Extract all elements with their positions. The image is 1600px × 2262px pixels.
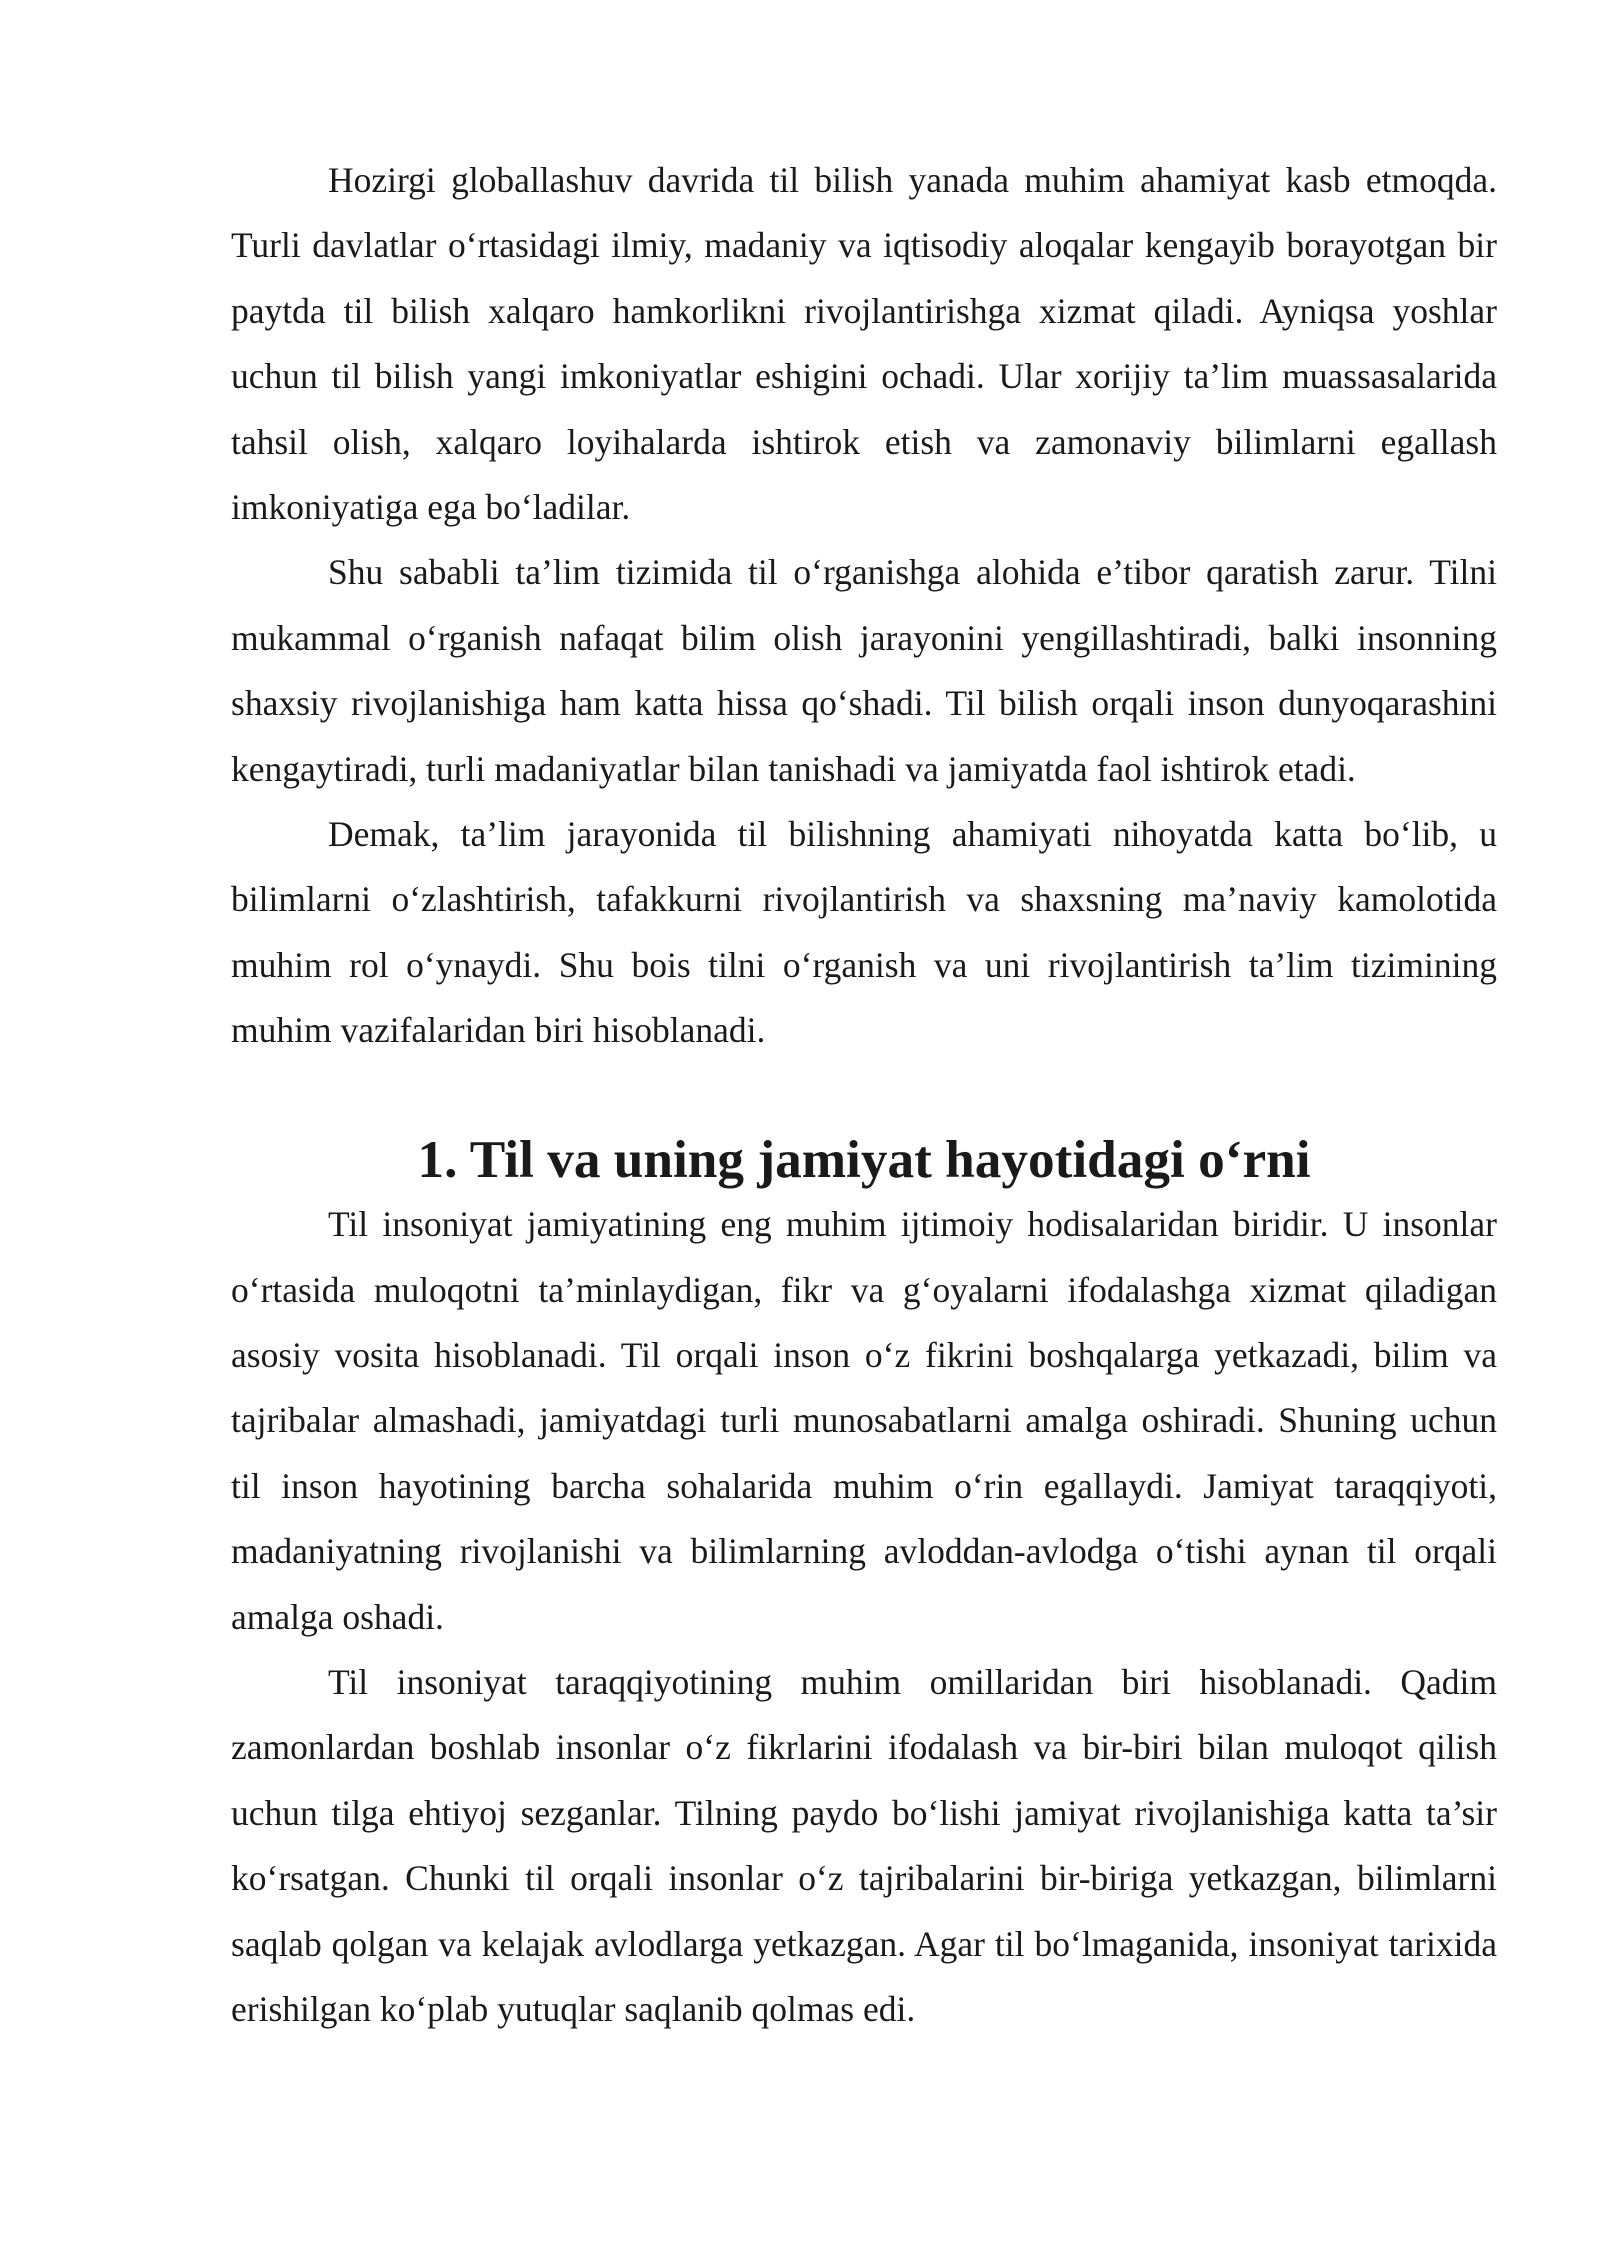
- section-paragraph-2: Til insoniyat taraqqiyotining muhim omillaridan biri hisoblanadi. Qadim zamonlardan boshlab insonlar o‘z fikrlarini ifodalash va bir-biri bilan muloqot qilish uchun tilga ehtiyoj sezganlar. Tilning paydo bo‘lishi jamiyat rivojlanishiga katta ta’sir ko‘rsatgan. Chunki til orqali insonlar o‘z tajribalarini bir-biriga yetkazgan, bilimlarni saqlab qolgan va kelajak avlodlarga yetkazgan. Agar til bo‘lmaganida, insoniyat tarixida erishilgan ko‘plab yutuqlar saqlanib qolmas edi.: [231, 1661, 1497, 2029]
- section-heading: 1. Til va uning jamiyat hayotidagi o‘rni: [417, 1129, 1311, 1189]
- section-paragraph-1: Til insoniyat jamiyatining eng muhim ijtimoiy hodisalaridan biridir. U insonlar o‘rtasida muloqotni ta’minlaydigan, fikr va g‘oyalarni ifodalashga xizmat qiladigan asosiy vosita hisoblanadi. Til orqali inson o‘z fikrini boshqalarga yetkazadi, bilim va tajribalar almashadi, jamiyatdagi turli munosabatlarni amalga oshiradi. Shuning uchun til inson hayotining barcha sohalarida muhim o‘rin egallaydi. Jamiyat taraqqiyoti, madaniyatning rivojlanishi va bilimlarning avloddan-avlodga o‘tishi aynan til orqali amalga oshadi.: [231, 1204, 1497, 1637]
- intro-paragraph-3: Demak, ta’lim jarayonida til bilishning ahamiyati nihoyatda katta bo‘lib, u bilimlarni o‘zlashtirish, tafakkurni rivojlantirish va shaxsning ma’naviy kamolotida muhim rol o‘ynaydi. Shu bois tilni o‘rganish va uni rivojlantirish ta’lim tizimining muhim vazifalaridan biri hisoblanadi.: [231, 814, 1497, 1051]
- document-page: [231, 148, 1497, 2042]
- intro-paragraph-2: Shu sababli ta’lim tizimida til o‘rganishga alohida e’tibor qaratish zarur. Tilni mukammal o‘rganish nafaqat bilim olish jarayonini yengillashtiradi, balki insonning shaxsiy rivojlanishiga ham katta hissa qo‘shadi. Til bilish orqali inson dunyoqarashini kengaytiradi, turli madaniyatlar bilan tanishadi va jamiyatda faol ishtirok etadi.: [231, 552, 1497, 789]
- intro-paragraph-1: Hozirgi globallashuv davrida til bilish yanada muhim ahamiyat kasb etmoqda. Turli davlatlar o‘rtasidagi ilmiy, madaniy va iqtisodiy aloqalar kengayib borayotgan bir paytda til bilish xalqaro hamkorlikni rivojlantirishga xizmat qiladi. Ayniqsa yoshlar uchun til bilish yangi imkoniyatlar eshigini ochadi. Ular xorijiy ta’lim muassasalarida tahsil olish, xalqaro loyihalarda ishtirok etish va zamonaviy bilimlarni egallash imkoniyatiga ega bo‘ladilar.: [231, 160, 1497, 528]
